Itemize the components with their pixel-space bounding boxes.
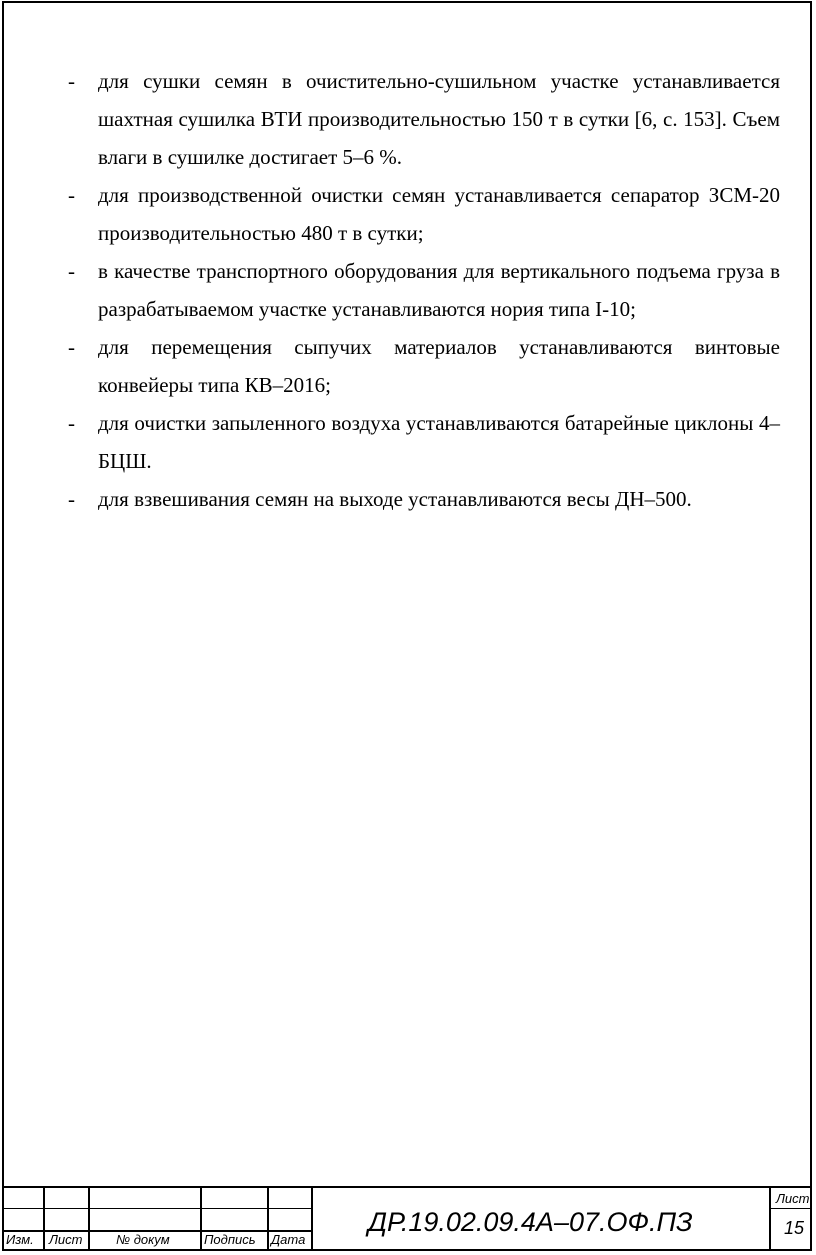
title-block-divider — [267, 1188, 269, 1251]
document-code: ДР.19.02.09.4А–07.ОФ.ПЗ — [368, 1207, 693, 1237]
sheet-label: Лист — [776, 1191, 810, 1206]
list-item-text: для перемещения сыпучих материалов устанавливаются винтовые конвейеры типа КВ–2016; — [98, 335, 780, 397]
col-label-docnum: № докум — [116, 1232, 170, 1247]
list-item — [62, 404, 780, 480]
title-block-divider — [88, 1188, 90, 1251]
list-marker: - — [68, 335, 75, 359]
list-item — [62, 480, 780, 518]
title-block-divider — [43, 1188, 45, 1251]
list-marker: - — [68, 411, 75, 435]
list-item — [62, 62, 780, 176]
title-block — [2, 1186, 812, 1251]
list-item-text: для очистки запыленного воздуха устанавливаются батарейные циклоны 4–БЦШ. — [98, 411, 780, 473]
list-marker: - — [68, 259, 75, 283]
col-label-list: Лист — [49, 1232, 83, 1247]
title-block-divider — [311, 1188, 313, 1251]
list-item-text: для сушки семян в очистительно-сушильном участке устанавливается шахтная сушилка ВТИ производительностью 150 т в сутки [6, с. 153]. Съем влаги в сушилке достигает 5–6 %. — [98, 69, 780, 169]
document-body — [62, 62, 780, 518]
list-item — [62, 252, 780, 328]
list-marker: - — [68, 69, 75, 93]
sheet-number: 15 — [784, 1218, 805, 1238]
list-marker: - — [68, 487, 75, 511]
col-label-izm: Изм. — [6, 1232, 34, 1247]
list-item-text: в качестве транспортного оборудования для вертикального подъема груза в разрабатываемом участке устанавливаются нория типа I-10; — [98, 259, 780, 321]
title-block-row-line — [769, 1208, 812, 1209]
title-block-divider — [200, 1188, 202, 1251]
title-block-divider — [769, 1188, 771, 1251]
list-item-text: для взвешивания семян на выходе устанавливаются весы ДН–500. — [98, 487, 692, 511]
title-block-row-line — [2, 1208, 311, 1209]
col-label-sign: Подпись — [204, 1232, 256, 1247]
col-label-date: Дата — [271, 1232, 306, 1247]
list-marker: - — [68, 183, 75, 207]
list-item — [62, 176, 780, 252]
list-item — [62, 328, 780, 404]
list-item-text: для производственной очистки семян устанавливается сепаратор ЗСМ-20 производительностью 480 т в сутки; — [98, 183, 780, 245]
